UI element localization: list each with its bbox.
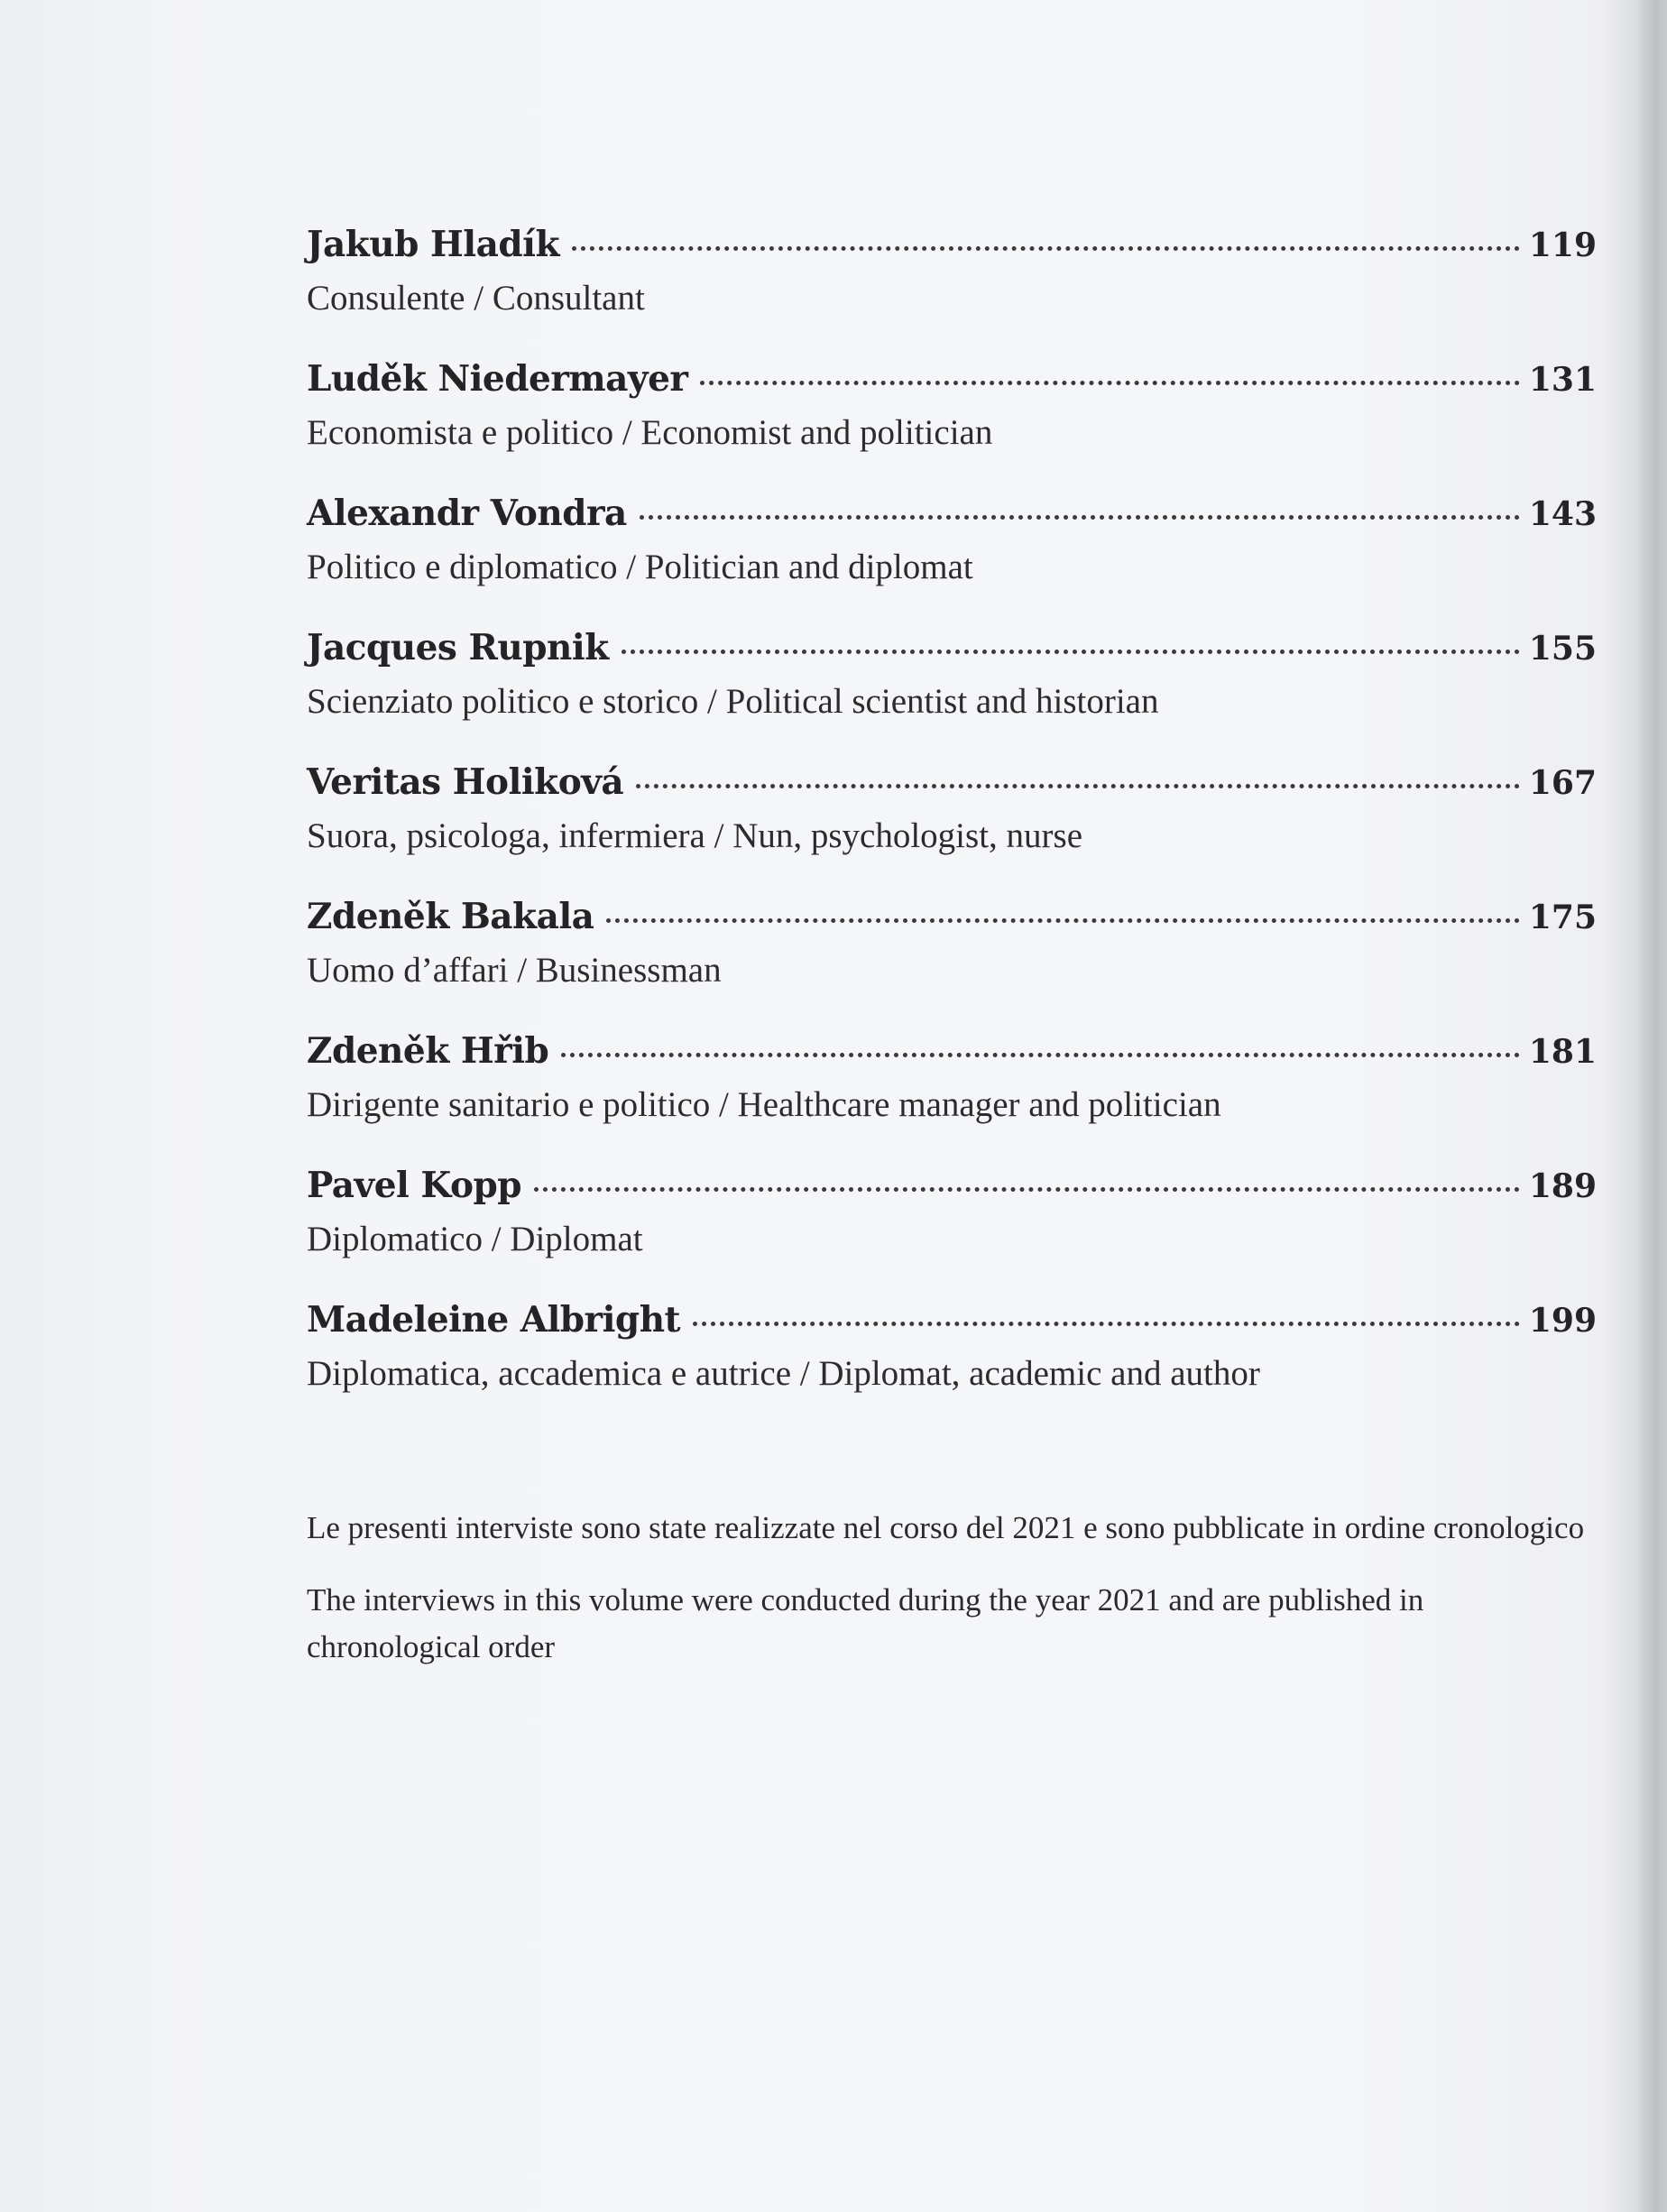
toc-entry-name: Veritas Holiková bbox=[307, 761, 624, 803]
toc-entry[interactable] bbox=[307, 761, 1597, 896]
toc-entry[interactable] bbox=[307, 627, 1597, 761]
dot-leader bbox=[640, 515, 1520, 520]
toc-entry-role: Consulente / Consultant bbox=[307, 279, 645, 318]
publication-notes bbox=[307, 1505, 1601, 1671]
toc-entry-name: Zdeněk Bakala bbox=[307, 896, 594, 937]
dot-leader bbox=[606, 918, 1519, 923]
toc-entry-name: Alexandr Vondra bbox=[307, 493, 627, 534]
dot-leader bbox=[561, 1053, 1520, 1057]
toc-entry-page: 155 bbox=[1528, 630, 1597, 668]
toc-entry-name: Luděk Niedermayer bbox=[307, 358, 688, 400]
toc-entry-line bbox=[307, 1165, 1597, 1217]
toc-entry-line bbox=[307, 1030, 1597, 1083]
dot-leader bbox=[534, 1187, 1520, 1192]
toc-entry-role: Uomo d’affari / Businessman bbox=[307, 951, 722, 990]
toc-entry-page: 175 bbox=[1528, 899, 1597, 936]
toc-entry-name: Pavel Kopp bbox=[307, 1165, 522, 1206]
toc-entry[interactable] bbox=[307, 224, 1597, 358]
dot-leader bbox=[636, 784, 1520, 788]
toc-entry-line bbox=[307, 761, 1597, 814]
toc-entry-role: Dirigente sanitario e politico / Healthcare manager and politician bbox=[307, 1085, 1221, 1124]
toc-entry-role: Economista e politico / Economist and politician bbox=[307, 413, 993, 452]
toc-entry-name: Jakub Hladík bbox=[307, 224, 559, 265]
toc-entry-role: Politico e diplomatico / Politician and diplomat bbox=[307, 548, 973, 586]
dot-leader bbox=[693, 1322, 1520, 1326]
dot-leader bbox=[700, 381, 1519, 385]
toc-entry[interactable] bbox=[307, 1299, 1597, 1433]
toc-entry-line bbox=[307, 896, 1597, 948]
toc-entry-page: 119 bbox=[1528, 226, 1597, 264]
toc-entry-role: Scienziato politico e storico / Political scientist and historian bbox=[307, 682, 1159, 721]
toc-entry-page: 131 bbox=[1528, 361, 1597, 399]
table-of-contents bbox=[307, 224, 1597, 1433]
toc-entry[interactable] bbox=[307, 493, 1597, 627]
toc-entry[interactable] bbox=[307, 1030, 1597, 1165]
toc-entry-line bbox=[307, 1299, 1597, 1351]
toc-entry-line bbox=[307, 224, 1597, 276]
toc-entry-role: Diplomatica, accademica e autrice / Diplomat, academic and author bbox=[307, 1354, 1260, 1393]
toc-entry-line bbox=[307, 358, 1597, 410]
toc-entry[interactable] bbox=[307, 1165, 1597, 1299]
toc-entry-page: 189 bbox=[1528, 1167, 1597, 1205]
toc-entry-line bbox=[307, 493, 1597, 545]
toc-entry-name: Madeleine Albright bbox=[307, 1299, 681, 1341]
toc-entry-page: 143 bbox=[1528, 495, 1597, 533]
toc-entry-role: Suora, psicologa, infermiera / Nun, psychologist, nurse bbox=[307, 816, 1082, 855]
toc-entry-name: Zdeněk Hřib bbox=[307, 1030, 549, 1072]
toc-entry[interactable] bbox=[307, 358, 1597, 493]
toc-entry-name: Jacques Rupnik bbox=[307, 627, 609, 668]
toc-entry-line bbox=[307, 627, 1597, 679]
page-edge-shadow bbox=[1636, 0, 1667, 2212]
toc-entry-page: 199 bbox=[1528, 1302, 1597, 1340]
dot-leader bbox=[622, 650, 1520, 654]
toc-entry-role: Diplomatico / Diplomat bbox=[307, 1220, 643, 1258]
note-english: The interviews in this volume were conducted during the year 2021 and are published in chronological order bbox=[307, 1582, 1424, 1664]
note-italian: Le presenti interviste sono state realizzate nel corso del 2021 e sono pubblicate in ordine cronologico bbox=[307, 1510, 1585, 1545]
toc-entry-page: 181 bbox=[1528, 1033, 1597, 1071]
dot-leader bbox=[572, 246, 1520, 251]
toc-entry[interactable] bbox=[307, 896, 1597, 1030]
toc-entry-page: 167 bbox=[1528, 764, 1597, 802]
